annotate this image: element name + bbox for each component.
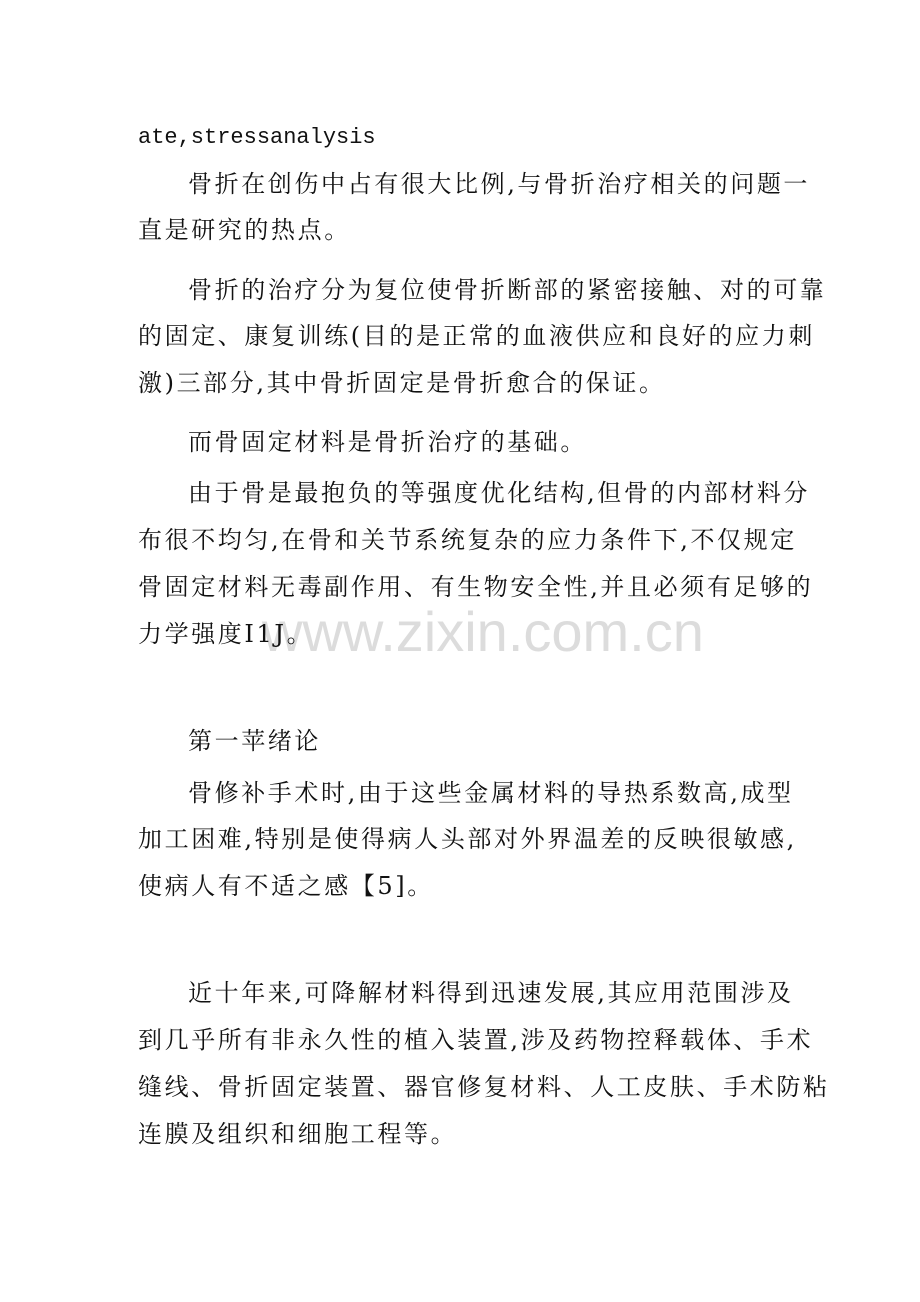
paragraph-5-line-3: 使病人有不适之感【5]。: [138, 872, 434, 900]
section-heading: 第一苹绪论: [188, 727, 321, 755]
paragraph-1-line-1: 骨折在创伤中占有很大比例,与骨折治疗相关的问题一: [188, 170, 811, 198]
paragraph-6-line-3: 缝线、骨折固定装置、器官修复材料、人工皮肤、手术防粘: [138, 1073, 830, 1101]
paragraph-6-line-2: 到几乎所有非永久性的植入装置,涉及药物控释载体、手术: [138, 1026, 814, 1054]
paragraph-2-line-3: 激)三部分,其中骨折固定是骨折愈合的保证。: [138, 369, 666, 397]
keywords-continuation: ate,stressanalysis: [138, 125, 376, 150]
paragraph-4-line-4: 力学强度I1J。: [138, 620, 314, 648]
watermark: www.zixin.com.cn: [262, 600, 704, 663]
paragraph-3-line-1: 而骨固定材料是骨折治疗的基础。: [188, 428, 587, 456]
paragraph-5-line-1: 骨修补手术时,由于这些金属材料的导热系数高,成型: [188, 779, 794, 807]
paragraph-4-line-3: 骨固定材料无毒副作用、有生物安全性,并且必须有足够的: [138, 573, 814, 601]
paragraph-2-line-2: 的固定、康复训练(目的是正常的血液供应和良好的应力刺: [138, 322, 815, 350]
paragraph-6-line-1: 近十年来,可降解材料得到迅速发展,其应用范围涉及: [188, 979, 794, 1007]
paragraph-4-line-2: 布很不均匀,在骨和关节系统复杂的应力条件下,不仅规定: [138, 526, 797, 554]
paragraph-2-line-1: 骨折的治疗分为复位使骨折断部的紧密接触、对的可靠: [188, 276, 827, 304]
paragraph-4-line-1: 由于骨是最抱负的等强度优化结构,但骨的内部材料分: [188, 479, 811, 507]
paragraph-6-line-4: 连膜及组织和细胞工程等。: [138, 1120, 458, 1148]
paragraph-1-line-2: 直是研究的热点。: [138, 216, 351, 244]
paragraph-5-line-2: 加工困难,特别是使得病人头部对外界温差的反映很敏感,: [138, 825, 797, 853]
